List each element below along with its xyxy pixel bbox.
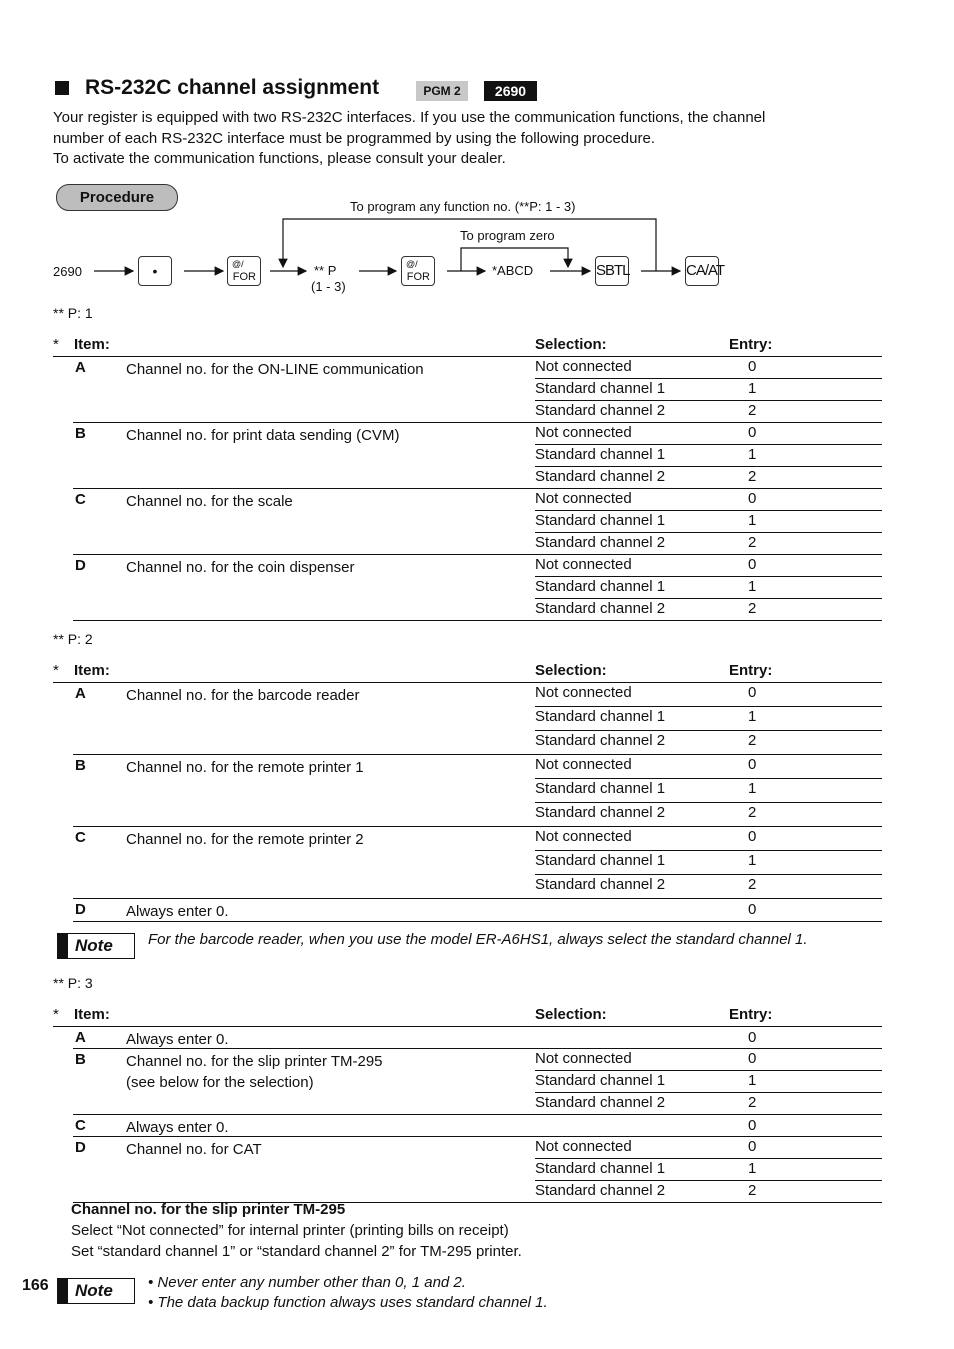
- selection-cell: Standard channel 1: [535, 1072, 666, 1089]
- table-row: [535, 555, 882, 577]
- selection-cell: Not connected: [535, 1138, 632, 1155]
- procedure-badge: Procedure: [56, 184, 178, 211]
- selection-cell: Standard channel 2: [535, 600, 666, 617]
- dot-key: [138, 256, 172, 286]
- table-row: [535, 779, 882, 803]
- for-key-top: @/: [232, 259, 244, 269]
- item-desc: Channel no. for the remote printer 2: [126, 831, 364, 848]
- table-group: [73, 555, 882, 621]
- table-group: [73, 489, 882, 555]
- item-letter: D: [75, 557, 86, 574]
- footer-bullet: • The data backup function always uses standard channel 1.: [148, 1294, 548, 1311]
- table-row: [535, 875, 882, 898]
- item-desc: Channel no. for the remote printer 1: [126, 759, 364, 776]
- table-row: [535, 357, 882, 379]
- note-bar: [58, 934, 68, 958]
- table-header: [53, 334, 882, 357]
- table-header: [53, 660, 882, 683]
- table-row: [535, 1049, 882, 1071]
- selection-cell: Not connected: [535, 556, 632, 573]
- intro-line: To activate the communication functions, please consult your dealer.: [53, 150, 506, 167]
- selection-cell: Not connected: [535, 358, 632, 375]
- for-key: [227, 256, 261, 286]
- selection-cell: Not connected: [535, 490, 632, 507]
- table-row: [535, 577, 882, 599]
- entry-cell: 2: [748, 468, 757, 485]
- start-code: 2690: [53, 264, 82, 279]
- table-header: [53, 1004, 882, 1027]
- entry-cell: 0: [748, 1138, 757, 1155]
- table-row: [535, 1137, 882, 1159]
- table-group: [73, 357, 882, 423]
- entry-cell: 1: [748, 1072, 757, 1089]
- footer-bullet: • Never enter any number other than 0, 1 and 2.: [148, 1274, 466, 1291]
- table-row: [535, 803, 882, 826]
- table-group: [73, 683, 882, 755]
- table-group: [73, 423, 882, 489]
- selection-cell: Standard channel 1: [535, 780, 666, 797]
- item-letter: D: [75, 1139, 86, 1156]
- selection-cell: Not connected: [535, 828, 632, 845]
- table-row: [535, 1159, 882, 1181]
- item-desc: Always enter 0.: [126, 903, 229, 920]
- selection-cell: Standard channel 1: [535, 512, 666, 529]
- table-group: [73, 1027, 882, 1049]
- entry-cell: 0: [748, 556, 757, 573]
- selection-cell: Standard channel 1: [535, 380, 666, 397]
- entry-cell: 0: [748, 901, 757, 918]
- entry-cell: 0: [748, 756, 757, 773]
- selection-cell: Standard channel 2: [535, 804, 666, 821]
- note-badge: [57, 933, 135, 959]
- item-desc: Always enter 0.: [126, 1031, 229, 1048]
- item-desc: Channel no. for CAT: [126, 1141, 262, 1158]
- item-desc-note: (see below for the selection): [126, 1074, 314, 1091]
- entry-header: Entry:: [729, 662, 773, 679]
- entry-cell: 0: [748, 1050, 757, 1067]
- table-group: [73, 1137, 882, 1203]
- sbtl-key-label: SBTL: [596, 262, 630, 279]
- selection-header: Selection:: [535, 662, 607, 679]
- item-letter: A: [75, 359, 86, 376]
- for-key-top: @/: [406, 259, 418, 269]
- selection-cell: Not connected: [535, 1050, 632, 1067]
- table-row: [535, 707, 882, 731]
- caat-key: [685, 256, 725, 286]
- p2-table: [53, 660, 882, 922]
- selection-cell: Standard channel 2: [535, 1182, 666, 1199]
- entry-cell: 2: [748, 876, 757, 893]
- table-group: [73, 1115, 882, 1137]
- entry-cell: 2: [748, 402, 757, 419]
- star-marker: *: [53, 336, 59, 353]
- slip-line: Select “Not connected” for internal printer (printing bills on receipt): [71, 1222, 509, 1239]
- table-row: [535, 1093, 882, 1114]
- entry-cell: 1: [748, 1160, 757, 1177]
- table-row: [535, 827, 882, 851]
- table-row: [535, 599, 882, 620]
- zero-note: To program zero: [460, 228, 555, 243]
- for-key-bottom: FOR: [232, 271, 256, 283]
- table-row: [535, 731, 882, 754]
- intro-line: Your register is equipped with two RS-232C interfaces. If you use the communication functions, the channel: [53, 109, 766, 126]
- table-row: [535, 445, 882, 467]
- selection-cell: Standard channel 2: [535, 732, 666, 749]
- table-row: [535, 467, 882, 488]
- table-group: [73, 755, 882, 827]
- table-group: [73, 1049, 882, 1115]
- p3-table: [53, 1004, 882, 1203]
- item-header: Item:: [74, 336, 110, 353]
- selection-cell: Not connected: [535, 424, 632, 441]
- code-badge: 2690: [484, 81, 537, 101]
- item-letter: D: [75, 901, 86, 918]
- item-desc: Always enter 0.: [126, 1119, 229, 1136]
- note-text: For the barcode reader, when you use the model ER-A6HS1, always select the standard channel 1.: [148, 931, 808, 948]
- caat-key-label: CA/AT: [686, 262, 725, 279]
- table-row: [535, 1181, 882, 1202]
- item-letter: A: [75, 1029, 86, 1046]
- entry-cell: 0: [748, 684, 757, 701]
- item-letter: B: [75, 1051, 86, 1068]
- selection-cell: Standard channel 1: [535, 708, 666, 725]
- entry-cell: 1: [748, 578, 757, 595]
- selection-cell: Not connected: [535, 684, 632, 701]
- item-header: Item:: [74, 1006, 110, 1023]
- table-row: [535, 489, 882, 511]
- entry-cell: 0: [748, 358, 757, 375]
- p1-table: [53, 334, 882, 621]
- note-label: Note: [75, 936, 113, 955]
- table-row: [535, 379, 882, 401]
- table-row: [535, 423, 882, 445]
- entry-cell: 1: [748, 852, 757, 869]
- selection-cell: Standard channel 1: [535, 578, 666, 595]
- table-row: [535, 401, 882, 422]
- selection-cell: Standard channel 1: [535, 446, 666, 463]
- note-label: Note: [75, 1281, 113, 1300]
- item-letter: B: [75, 757, 86, 774]
- selection-header: Selection:: [535, 1006, 607, 1023]
- table-group: [73, 899, 882, 922]
- entry-cell: 0: [748, 424, 757, 441]
- p3-label: ** P: 3: [53, 975, 93, 991]
- entry-cell: 2: [748, 1182, 757, 1199]
- selection-cell: Standard channel 2: [535, 1094, 666, 1111]
- table-row: [535, 533, 882, 554]
- item-letter: A: [75, 685, 86, 702]
- entry-cell: 1: [748, 780, 757, 797]
- item-header: Item:: [74, 662, 110, 679]
- mode-badge: PGM 2: [416, 81, 468, 101]
- star-marker: *: [53, 662, 59, 679]
- item-letter: C: [75, 491, 86, 508]
- entry-cell: 1: [748, 512, 757, 529]
- entry-cell: 1: [748, 446, 757, 463]
- entry-cell: 0: [748, 1117, 757, 1134]
- page-number: 166: [22, 1277, 49, 1294]
- p-label: ** P: [314, 263, 337, 278]
- table-row: [535, 1071, 882, 1093]
- item-desc: Channel no. for the scale: [126, 493, 293, 510]
- table-row: [535, 511, 882, 533]
- note-bar: [58, 1279, 68, 1303]
- note-badge: [57, 1278, 135, 1304]
- slip-heading: Channel no. for the slip printer TM-295: [71, 1201, 346, 1218]
- for-key-2: [401, 256, 435, 286]
- item-letter: C: [75, 1117, 86, 1134]
- selection-cell: Not connected: [535, 756, 632, 773]
- entry-cell: 1: [748, 380, 757, 397]
- item-letter: B: [75, 425, 86, 442]
- selection-cell: Standard channel 2: [535, 876, 666, 893]
- item-desc: Channel no. for the slip printer TM-295: [126, 1053, 383, 1070]
- entry-cell: 2: [748, 1094, 757, 1111]
- selection-header: Selection:: [535, 336, 607, 353]
- item-desc: Channel no. for the barcode reader: [126, 687, 360, 704]
- selection-cell: Standard channel 1: [535, 852, 666, 869]
- slip-line: Set “standard channel 1” or “standard channel 2” for TM-295 printer.: [71, 1243, 522, 1260]
- sbtl-key: [595, 256, 629, 286]
- entry-cell: 0: [748, 828, 757, 845]
- item-desc: Channel no. for the ON-LINE communication: [126, 361, 424, 378]
- entry-cell: 0: [748, 490, 757, 507]
- entry-cell: 2: [748, 804, 757, 821]
- table-row: [535, 755, 882, 779]
- for-key-bottom: FOR: [406, 271, 430, 283]
- any-function-note: To program any function no. (**P: 1 - 3): [350, 199, 576, 214]
- item-letter: C: [75, 829, 86, 846]
- entry-header: Entry:: [729, 1006, 773, 1023]
- selection-cell: Standard channel 2: [535, 402, 666, 419]
- selection-cell: Standard channel 2: [535, 534, 666, 551]
- selection-cell: Standard channel 1: [535, 1160, 666, 1177]
- star-marker: *: [53, 1006, 59, 1023]
- selection-cell: Standard channel 2: [535, 468, 666, 485]
- table-group: [73, 827, 882, 899]
- entry-cell: 2: [748, 732, 757, 749]
- abcd-label: *ABCD: [492, 263, 534, 278]
- p1-label: ** P: 1: [53, 305, 93, 321]
- entry-header: Entry:: [729, 336, 773, 353]
- item-desc: Channel no. for print data sending (CVM): [126, 427, 400, 444]
- p2-label: ** P: 2: [53, 631, 93, 647]
- entry-cell: 2: [748, 600, 757, 617]
- entry-cell: 1: [748, 708, 757, 725]
- entry-cell: 0: [748, 1029, 757, 1046]
- entry-cell: 2: [748, 534, 757, 551]
- item-desc: Channel no. for the coin dispenser: [126, 559, 355, 576]
- dot-key-label: •: [152, 263, 158, 279]
- p-range: (1 - 3): [311, 279, 346, 294]
- intro-line: number of each RS-232C interface must be programmed by using the following procedure.: [53, 129, 655, 147]
- page-title-text: RS-232C channel assignment: [85, 76, 380, 99]
- table-row: [535, 683, 882, 707]
- table-row: [535, 851, 882, 875]
